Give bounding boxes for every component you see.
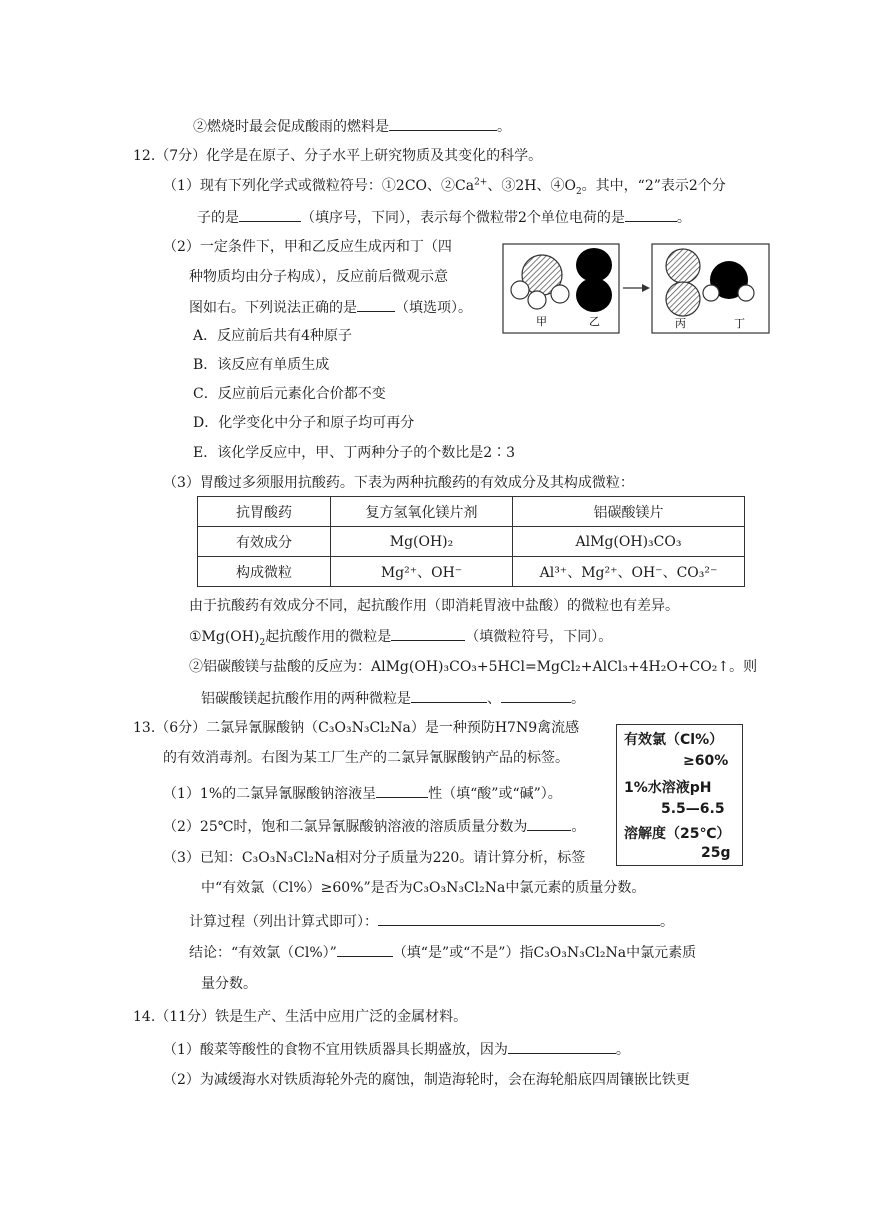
answer-blank[interactable] <box>625 207 677 222</box>
q12-part2-line1: （2）一定条件下，甲和乙反应生成丙和丁（四 <box>163 239 452 255</box>
q13-part3-conclusion-end: 量分数。 <box>201 976 257 992</box>
q12-part2-line2: 种物质均由分子构成），反应前后微观示意 <box>189 269 448 285</box>
option-a: A．反应前后共有4种原子 <box>193 328 353 344</box>
label-yi: 乙 <box>589 315 600 328</box>
label-bing: 丙 <box>675 317 686 330</box>
antacid-table <box>197 496 745 587</box>
label-line: ≥60% <box>683 753 729 769</box>
label-line: 1%水溶液pH <box>624 780 712 796</box>
small-atom <box>511 281 529 299</box>
answer-blank[interactable] <box>508 1039 616 1054</box>
table-cell: 构成微粒 <box>198 557 331 587</box>
table-cell: Al³⁺、Mg²⁺、OH⁻、CO₃²⁻ <box>513 557 745 587</box>
label-line: 有效氯（Cl%） <box>624 732 724 748</box>
option-e: E．该化学反应中，甲、丁两种分子的个数比是2∶3 <box>193 445 516 461</box>
q11-text: ②燃烧时最会促成酸雨的燃料是 <box>193 119 389 135</box>
q13-part3-line2: 中“有效氯（Cl%）≥60%”是否为C₃O₃N₃Cl₂Na中氯元素的质量分数。 <box>201 880 646 896</box>
q12-part2-line3: 图如右。下列说法正确的是 （填选项）。 <box>189 297 472 318</box>
q12-part3-ii: ②铝碳酸镁与盐酸的反应为：AlMg(OH)₃CO₃+5HCl=MgCl₂+AlCl₃+4H₂O+CO₂↑。则 <box>189 659 758 675</box>
answer-blank[interactable] <box>337 942 393 957</box>
small-atom <box>738 285 754 301</box>
table-cell: Mg²⁺、OH⁻ <box>331 557 513 587</box>
q13-part3-conclusion: 结论：“有效氯（Cl%）” （填“是”或“不是”）指C₃O₃N₃Cl₂Na中氯元素质 <box>189 942 696 963</box>
q13-heading: 13.（6分）二氯异氰脲酸钠（C₃O₃N₃Cl₂Na）是一种预防H7N9禽流感 <box>133 720 580 736</box>
q14-heading: 14.（11分）铁是生产、生活中应用广泛的金属材料。 <box>133 1009 468 1025</box>
option-d: D．化学变化中分子和原子均可再分 <box>193 415 415 431</box>
black-atom <box>576 248 612 282</box>
label-jia: 甲 <box>536 315 547 328</box>
q12-part3-i: $①Mg(OH)_2$起抗酸作用的微粒是 （填微粒符号，下同）。 <box>189 626 612 647</box>
label-line: 溶解度（25℃） <box>624 826 731 842</box>
q12-heading: 12.（7分）化学是在原子、分子水平上研究物质及其变化的科学。 <box>133 148 543 164</box>
table-row <box>198 527 745 557</box>
answer-blank[interactable] <box>391 626 465 641</box>
answer-blank[interactable] <box>357 297 395 312</box>
option-b: B．该反应有单质生成 <box>193 357 330 373</box>
hatched-atom <box>666 282 700 316</box>
q12-part3-iii: 铝碳酸镁起抗酸作用的两种微粒是 、 。 <box>201 688 585 709</box>
table-row <box>198 557 745 587</box>
answer-blank[interactable] <box>376 783 428 798</box>
answer-blank[interactable] <box>411 688 487 703</box>
table-header-row <box>198 497 745 527</box>
label-ding: 丁 <box>734 317 745 330</box>
q14-part1: （1）酸菜等酸性的食物不宜用铁质器具长期盛放，因为 。 <box>163 1039 630 1060</box>
option-c: C．反应前后元素化合价都不变 <box>193 386 386 402</box>
product-label <box>616 724 743 866</box>
answer-blank[interactable] <box>389 116 497 131</box>
table-cell: Mg(OH)₂ <box>331 527 513 557</box>
label-line: 25g <box>701 845 731 861</box>
q12-part1-line1: （1）现有下列化学式或微粒符号：①2CO、$②Ca^{2+}$、③2H、$④O_2$。其中，“2”表示2个分 <box>163 177 726 197</box>
q13-part3-calc: 计算过程（列出计算式即可）： 。 <box>189 911 674 932</box>
q11-line: ②燃烧时最会促成酸雨的燃料是 。 <box>193 116 511 137</box>
q12-part3-intro: （3）胃酸过多须服用抗酸药。下表为两种抗酸药的有效成分及其构成微粒： <box>163 475 634 491</box>
q13-heading-line2: 的有效消毒剂。右图为某工厂生产的二氯异氰脲酸钠产品的标签。 <box>163 750 569 766</box>
small-atom <box>528 291 546 309</box>
black-atom <box>576 278 612 312</box>
hatched-atom <box>666 249 700 283</box>
table-cell: 有效成分 <box>198 527 331 557</box>
table-header: 抗胃酸药 <box>198 497 331 527</box>
q13-part2: （2）25℃时，饱和二氯异氰脲酸钠溶液的溶质质量分数为 。 <box>163 816 585 837</box>
answer-blank[interactable] <box>501 688 571 703</box>
q12-part3-note: 由于抗酸药有效成分不同，起抗酸作用（即消耗胃液中盐酸）的微粒也有差异。 <box>189 598 679 614</box>
q12-part1-line2: 子的是 （填序号，下同），表示每个微粒带2个单位电荷的是 。 <box>197 207 691 228</box>
table-header: 复方氢氧化镁片剂 <box>331 497 513 527</box>
q14-part2: （2）为减缓海水对铁质海轮外壳的腐蚀，制造海轮时，会在海轮船底四周镶嵌比铁更 <box>163 1072 690 1088</box>
small-atom <box>703 285 719 301</box>
answer-blank[interactable] <box>378 911 660 926</box>
label-line: 5.5—6.5 <box>661 801 725 817</box>
reaction-diagram <box>502 243 772 335</box>
answer-blank[interactable] <box>527 816 571 831</box>
q13-part3-line1: （3）已知：C₃O₃N₃Cl₂Na相对分子质量为220。请计算分析，标签 <box>163 850 586 866</box>
answer-blank[interactable] <box>239 207 301 222</box>
arrow-head <box>642 284 650 292</box>
q13-part1: （1）1%的二氯异氰脲酸钠溶液呈 性（填“酸”或“碱”）。 <box>163 783 562 804</box>
table-header: 铝碳酸镁片 <box>513 497 745 527</box>
small-atom <box>551 285 569 303</box>
table-cell: AlMg(OH)₃CO₃ <box>513 527 745 557</box>
